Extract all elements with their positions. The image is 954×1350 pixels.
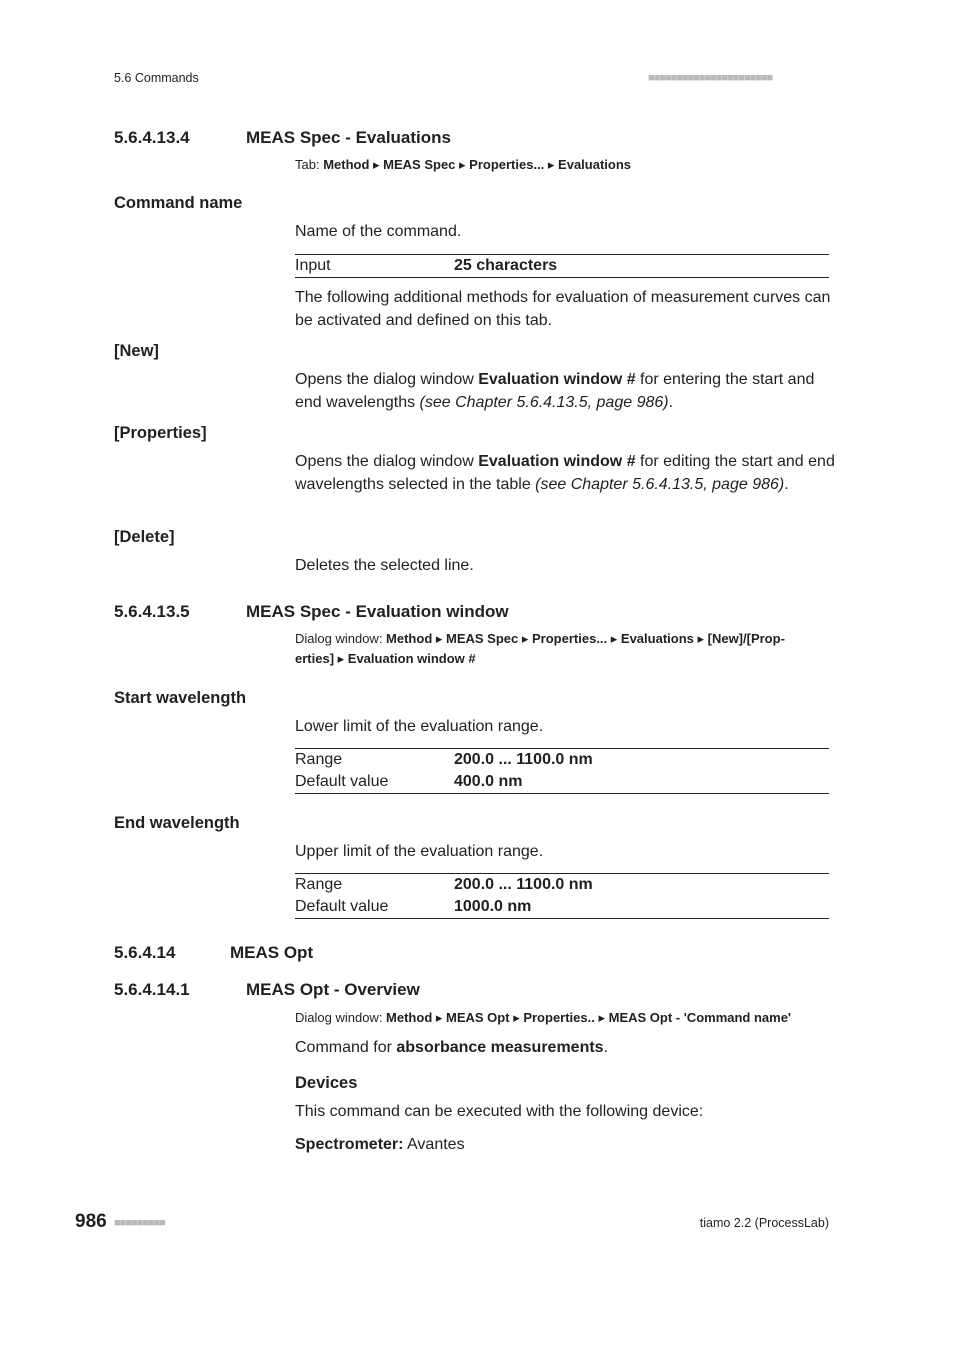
text: for entering the start and end wavelengths xyxy=(295,371,815,411)
path-item: MEAS Spec xyxy=(383,157,456,172)
param-table xyxy=(295,254,829,278)
device-entry xyxy=(295,1134,465,1157)
section-number: 5.6.4.13.5 xyxy=(114,602,190,621)
text: Command for xyxy=(295,1039,397,1056)
header-dots: ■■■■■■■■■■■■■■■■■■■■■■ xyxy=(648,72,773,84)
text: Opens the dialog window xyxy=(295,453,479,470)
section-number: 5.6.4.13.4 xyxy=(114,128,190,147)
path-item: Properties.. xyxy=(523,1010,595,1025)
text: . xyxy=(784,475,789,493)
path-item: MEAS Opt xyxy=(446,1010,510,1025)
row-key: Default value xyxy=(295,773,389,790)
param-description xyxy=(295,369,835,414)
param-description: Deletes the selected line. xyxy=(295,557,474,574)
row-key: Input xyxy=(295,257,331,274)
path-prefix: Dialog window: xyxy=(295,631,387,646)
path-item: Evaluations xyxy=(558,157,632,172)
param-label-end-wavelength: End wavelength xyxy=(114,814,240,832)
breadcrumb-path: Dialog window: Method ▸ MEAS Spec ▸ Properties... ▸ Evaluations ▸ [New]/[Prop- erties] ▸ Evaluation window # xyxy=(295,631,785,666)
param-label-delete: [Delete] xyxy=(114,528,175,546)
param-description xyxy=(295,451,835,496)
device-value: Avantes xyxy=(403,1136,465,1153)
path-item: Evaluations xyxy=(620,631,694,646)
section-number: 5.6.4.14.1 xyxy=(114,980,190,999)
path-item: Method xyxy=(386,631,433,646)
table-row xyxy=(295,255,829,277)
path-item: MEAS Opt - 'Command name' xyxy=(608,1010,792,1025)
cross-reference-link[interactable]: (see Chapter 5.6.4.13.5, page 986) xyxy=(419,393,669,411)
section-title: MEAS Opt - Overview xyxy=(246,980,420,999)
text: Opens the dialog window xyxy=(295,371,479,388)
param-table xyxy=(295,748,829,794)
devices-heading: Devices xyxy=(295,1074,358,1092)
running-header-section: 5.6 Commands xyxy=(114,71,199,85)
paragraph: The following additional methods for evaluation of measurement curves can be activated and defined on this tab. xyxy=(295,289,831,329)
table-row xyxy=(295,874,829,896)
cross-reference-link[interactable]: (see Chapter 5.6.4.13.5, page 986) xyxy=(535,475,785,493)
section-title: MEAS Spec - Evaluation window xyxy=(246,602,509,621)
breadcrumb-path: Dialog window: Method ▸ MEAS Opt ▸ Properties.. ▸ MEAS Opt - 'Command name' xyxy=(295,1010,792,1025)
product-name: tiamo 2.2 (ProcessLab) xyxy=(699,1216,829,1230)
path-item: MEAS Spec xyxy=(446,631,519,646)
text: . xyxy=(603,1039,609,1056)
device-label: Spectrometer: xyxy=(295,1136,404,1153)
param-description: Name of the command. xyxy=(295,223,462,240)
param-label-command-name: Command name xyxy=(114,194,243,212)
text: . xyxy=(668,393,674,411)
dialog-name: Evaluation window # xyxy=(478,453,636,470)
emphasis: absorbance measurements xyxy=(396,1039,604,1056)
command-description xyxy=(295,1037,608,1060)
path-item: Method xyxy=(323,157,370,172)
path-item: Method xyxy=(386,1010,433,1025)
breadcrumb-path: Tab: Method ▸ MEAS Spec ▸ Properties... ▸ Evaluations xyxy=(295,157,632,172)
param-table xyxy=(295,873,829,919)
path-item: Evaluation window # xyxy=(347,651,476,666)
row-key: Range xyxy=(295,876,343,893)
row-value: 25 characters xyxy=(454,257,558,274)
param-label-properties: [Properties] xyxy=(114,424,207,442)
section-title: MEAS Opt xyxy=(230,943,314,962)
path-item: erties] xyxy=(295,651,335,666)
path-item: Properties... xyxy=(532,631,608,646)
table-row xyxy=(295,896,829,918)
row-value: 400.0 nm xyxy=(454,773,523,790)
path-item: [New]/[Prop- xyxy=(707,631,785,646)
section-title: MEAS Spec - Evaluations xyxy=(246,128,451,147)
row-value: 200.0 ... 1100.0 nm xyxy=(454,751,593,768)
path-prefix: Tab: xyxy=(295,157,324,172)
param-label-new: [New] xyxy=(114,342,159,360)
row-key: Default value xyxy=(295,898,389,915)
row-key: Range xyxy=(295,751,343,768)
page-number: 986 xyxy=(75,1211,107,1232)
param-description: Lower limit of the evaluation range. xyxy=(295,718,544,735)
param-description: Upper limit of the evaluation range. xyxy=(295,843,544,860)
devices-description: This command can be executed with the following device: xyxy=(295,1103,704,1120)
footer-dots: ■■■■■■■■■ xyxy=(114,1217,165,1229)
path-item: Properties... xyxy=(469,157,545,172)
row-value: 200.0 ... 1100.0 nm xyxy=(454,876,593,893)
dialog-name: Evaluation window # xyxy=(478,371,636,388)
text: for editing the start and end wavelengths selected in the table xyxy=(295,453,835,493)
row-value: 1000.0 nm xyxy=(454,898,532,915)
table-row xyxy=(295,749,829,771)
table-row xyxy=(295,771,829,793)
path-prefix: Dialog window: xyxy=(295,1010,387,1025)
param-label-start-wavelength: Start wavelength xyxy=(114,689,247,707)
section-number: 5.6.4.14 xyxy=(114,943,176,962)
